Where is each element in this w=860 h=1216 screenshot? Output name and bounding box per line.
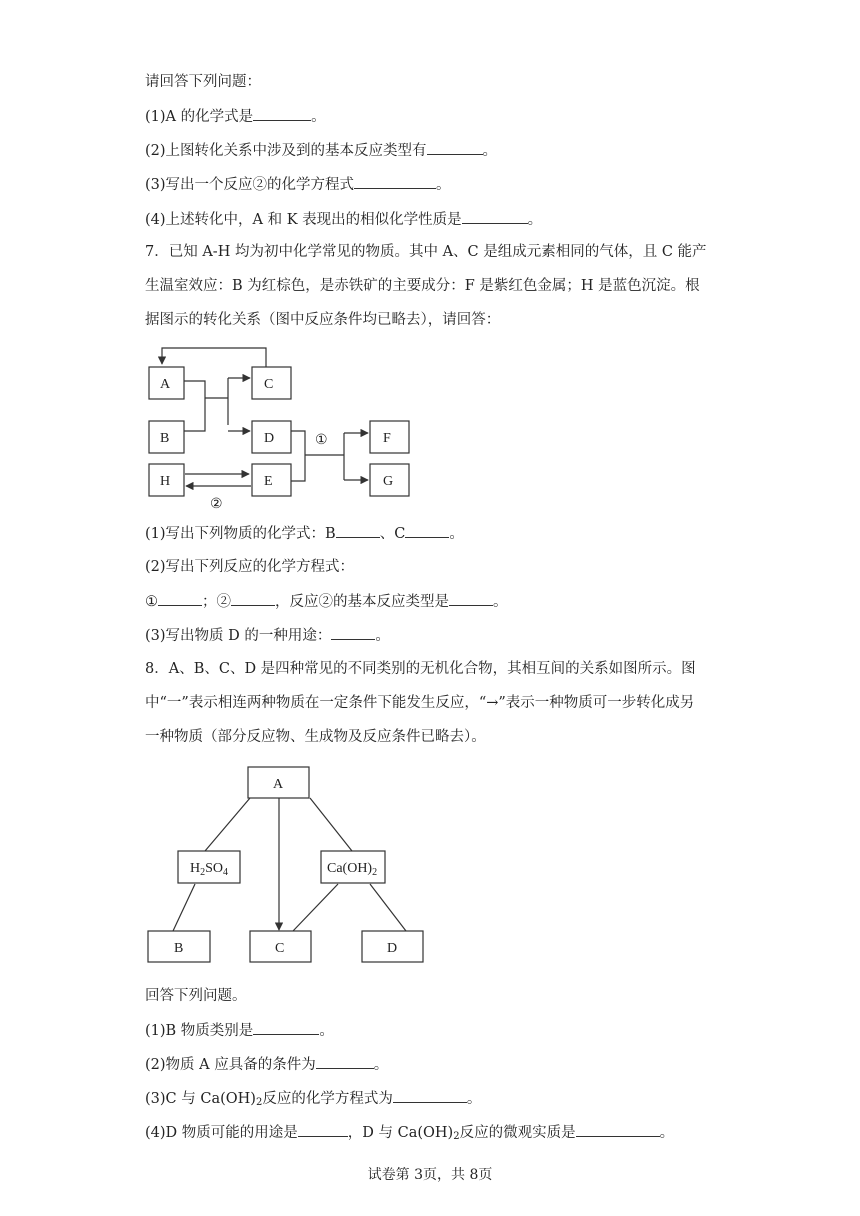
edge-c-to-a	[162, 348, 266, 367]
edge-caoh2-d	[370, 884, 406, 931]
label-a: A	[160, 377, 171, 392]
question-4: (4)上述转化中，A 和 K 表现出的相似化学性质是 。	[145, 209, 542, 230]
q8-part-3: (3)C 与 $Ca(OH)_2$反应的化学方程式为 。	[145, 1088, 481, 1113]
q8-stem-1: 8．A、B、C、D 是四种常见的不同类别的无机化合物，其相互间的关系如图所示。图	[145, 661, 696, 677]
intro-line: 请回答下列问题：	[145, 74, 261, 90]
label-c: C	[275, 941, 285, 956]
label-b: B	[160, 431, 170, 446]
q7-stem-2: 生温室效应：B 为红棕色，是赤铁矿的主要成分：F 是紫红色金属；H 是蓝色沉淀。根	[145, 278, 700, 294]
page-footer: 试卷第 3页，共 8页	[367, 1167, 493, 1183]
label-e: E	[264, 474, 273, 489]
label-f: F	[383, 431, 391, 446]
label-d: D	[387, 941, 398, 956]
q7-stem-3: 据图示的转化关系（图中反应条件均已略去），请回答：	[145, 312, 501, 328]
question-2: (2)上图转化关系中涉及到的基本反应类型有 。	[145, 140, 497, 161]
edge-a-caoh2	[310, 798, 352, 851]
q8-stem-2: 中“一”表示相连两种物质在一定条件下能发生反应，“→”表示一种物质可一步转化成另	[145, 695, 695, 711]
q7-part-2: (2)写出下列反应的化学方程式：	[145, 559, 355, 575]
edge-a-b-merge	[183, 381, 205, 431]
label-g: G	[383, 474, 394, 489]
label-b: B	[174, 941, 184, 956]
label-caoh2: $Ca(OH)_2$	[327, 861, 378, 878]
label-c: C	[264, 377, 274, 392]
reaction-2-label: ②	[210, 497, 223, 512]
question-3: (3)写出一个反应②的化学方程式 。	[145, 174, 451, 195]
edge-caoh2-c	[293, 884, 338, 931]
edge-d-e-merge	[290, 431, 305, 481]
question-1: (1)A 的化学式是 。	[145, 106, 326, 127]
label-h: H	[160, 474, 171, 489]
edge-h2so4-b	[173, 884, 195, 931]
label-h2so4: $H_2SO_4$	[190, 861, 229, 878]
q7-diagram	[149, 348, 409, 512]
q7-stem-1: 7．已知 A-H 均为初中化学常见的物质。其中 A、C 是组成元素相同的气体，且 C 能产	[145, 244, 707, 260]
q7-part-1: (1)写出下列物质的化学式：B 、C 。	[145, 523, 464, 544]
q7-part-2-blanks: ① ；② ，反应②的基本反应类型是 。	[145, 591, 508, 612]
q8-diagram	[148, 767, 423, 962]
edge-a-h2so4	[205, 798, 250, 851]
q7-part-3: (3)写出物质 D 的一种用途： 。	[145, 625, 390, 646]
label-d: D	[264, 431, 275, 446]
q8-part-4: (4)D 物质可能的用途是 ，D 与 $Ca(OH)_2$反应的微观实质是 。	[145, 1122, 674, 1147]
q8-part-1: (1)B 物质类别是 。	[145, 1020, 334, 1041]
q8-stem-3: 一种物质（部分反应物、生成物及反应条件已略去）。	[145, 729, 486, 745]
reaction-1-label: ①	[315, 433, 328, 448]
label-a: A	[273, 777, 284, 792]
q8-intro: 回答下列问题。	[145, 988, 247, 1004]
q8-part-2: (2)物质 A 应具备的条件为 。	[145, 1054, 388, 1075]
